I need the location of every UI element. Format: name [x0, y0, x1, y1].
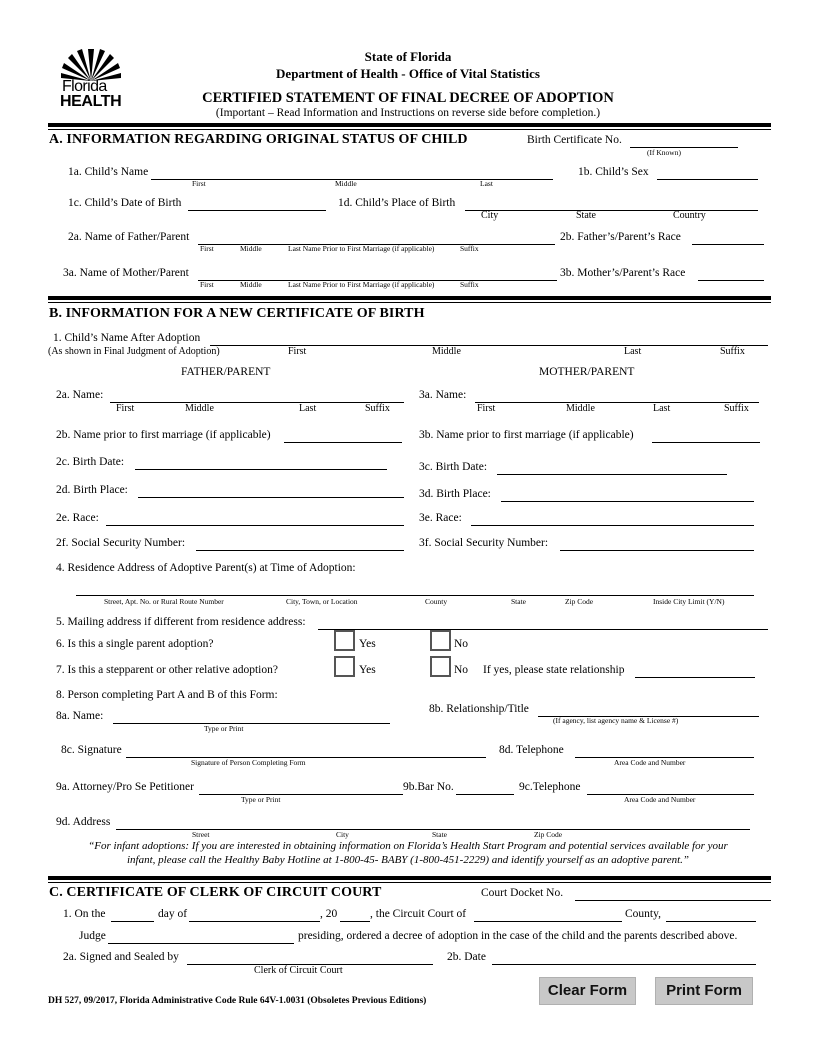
- father-name-field[interactable]: [198, 231, 555, 245]
- sub-area-code: Area Code and Number: [624, 795, 696, 804]
- relationship-title-field[interactable]: [538, 703, 759, 717]
- stepparent-no-checkbox[interactable]: [430, 656, 451, 677]
- sub-last: Last: [480, 179, 493, 188]
- sub-inside-city-limit: Inside City Limit (Y/N): [653, 597, 725, 606]
- single-parent-yes-checkbox[interactable]: [334, 630, 355, 651]
- mother-race-field[interactable]: [698, 267, 764, 281]
- q1b-label: 1b. Child’s Sex: [578, 166, 649, 178]
- father-race-b-field[interactable]: [106, 512, 404, 526]
- child-name-field[interactable]: [151, 166, 553, 180]
- mother-birth-place-field[interactable]: [501, 488, 754, 502]
- c-presiding-text: presiding, ordered a decree of adoption in the case of the child and the parents described above.: [298, 930, 738, 942]
- section-c-heading: C. CERTIFICATE OF CLERK OF CIRCUIT COURT: [49, 885, 382, 900]
- sub-city: City: [481, 210, 499, 221]
- yes-label: Yes: [359, 638, 376, 650]
- new-child-name-field[interactable]: [210, 332, 768, 346]
- section-b-heading: B. INFORMATION FOR A NEW CERTIFICATE OF BIRTH: [49, 306, 425, 321]
- section-a-heading: A. INFORMATION REGARDING ORIGINAL STATUS OF CHILD: [49, 132, 468, 147]
- q1a-label: 1a. Child’s Name: [68, 166, 149, 178]
- child-birthplace-field[interactable]: [465, 197, 758, 211]
- sub-middle: Middle: [185, 403, 214, 414]
- c-day-of-label: day of: [158, 908, 188, 920]
- mother-birth-date-label: 3c. Birth Date:: [419, 461, 488, 473]
- logo-text-health: HEALTH: [60, 93, 122, 110]
- c-county-label: County,: [625, 908, 661, 920]
- c-year-prefix: , 20: [320, 908, 338, 920]
- divider: [48, 302, 771, 303]
- sub-state: State: [576, 210, 596, 221]
- sub-type-or-print: Type or Print: [241, 795, 281, 804]
- bar-number-field[interactable]: [456, 781, 514, 795]
- sub-country: Country: [673, 210, 706, 221]
- clear-form-button[interactable]: Clear Form: [539, 977, 636, 1005]
- b-q5-label: 5. Mailing address if different from residence address:: [56, 616, 306, 628]
- b-q6-label: 6. Is this a single parent adoption?: [56, 638, 214, 650]
- sub-city: City, Town, or Location: [286, 597, 358, 606]
- q2b-label: 2b. Father’s/Parent’s Race: [560, 231, 681, 243]
- sub-last-name-prior: Last Name Prior to First Marriage (if applicable): [288, 280, 435, 289]
- q1c-label: 1c. Child’s Date of Birth: [68, 197, 182, 209]
- sub-middle: Middle: [240, 280, 262, 289]
- completer-name-field[interactable]: [113, 710, 390, 724]
- sub-first: First: [192, 179, 206, 188]
- father-race-field[interactable]: [692, 231, 764, 245]
- sub-suffix: Suffix: [460, 244, 479, 253]
- sub-middle: Middle: [335, 179, 357, 188]
- b-q1-label: 1. Child’s Name After Adoption: [53, 332, 201, 344]
- sub-first: First: [200, 244, 214, 253]
- residence-address-field[interactable]: [76, 582, 754, 596]
- q8a-label: 8a. Name:: [56, 710, 104, 722]
- attorney-telephone-field[interactable]: [587, 781, 754, 795]
- attorney-address-field[interactable]: [116, 816, 750, 830]
- clerk-signature-field[interactable]: [187, 951, 433, 965]
- father-parent-header: FATHER/PARENT: [181, 366, 271, 378]
- mother-prior-name-field[interactable]: [652, 429, 760, 443]
- print-form-button[interactable]: Print Form: [655, 977, 753, 1005]
- day-field[interactable]: [111, 908, 154, 922]
- father-prior-name-field[interactable]: [284, 429, 402, 443]
- form-id-footer: DH 527, 09/2017, Florida Administrative Code Rule 64V-1.0031 (Obsoletes Previous Editions): [48, 996, 427, 1006]
- sub-state: State: [432, 830, 447, 839]
- sub-last: Last: [653, 403, 671, 414]
- c-on-label: 1. On the: [63, 908, 106, 920]
- single-parent-no-checkbox[interactable]: [430, 630, 451, 651]
- sub-first: First: [288, 346, 307, 357]
- sub-middle: Middle: [240, 244, 262, 253]
- child-dob-field[interactable]: [188, 197, 326, 211]
- c-signed-sealed-label: 2a. Signed and Sealed by: [63, 951, 179, 963]
- q9b-label: 9b.Bar No.: [403, 781, 454, 793]
- sub-city: City: [336, 830, 349, 839]
- month-field[interactable]: [189, 908, 320, 922]
- health-start-note-2: infant, please call the Healthy Baby Hotline at 1-800-45- BABY (1-800-451-2229) and identify yourself as an adoptive parent.”: [126, 854, 690, 866]
- mother-birth-place-label: 3d. Birth Place:: [419, 488, 491, 500]
- sub-last: Last: [299, 403, 317, 414]
- sub-county: County: [425, 597, 448, 606]
- county-field[interactable]: [666, 908, 756, 922]
- sub-type-or-print: Type or Print: [204, 724, 244, 733]
- mother-name-label: 3a. Name:: [419, 389, 467, 401]
- sub-suffix: Suffix: [720, 346, 745, 357]
- q9c-label: 9c.Telephone: [519, 781, 581, 793]
- birth-certificate-sub: (If Known): [647, 148, 681, 157]
- divider: [48, 123, 771, 127]
- mailing-address-field[interactable]: [318, 616, 768, 630]
- sub-suffix: Suffix: [460, 280, 479, 289]
- sub-last: Last: [624, 346, 642, 357]
- father-race-label: 2e. Race:: [56, 512, 99, 524]
- header-state: State of Florida: [364, 49, 452, 64]
- sub-middle: Middle: [566, 403, 595, 414]
- no-label: No: [454, 638, 469, 650]
- divider: [48, 882, 771, 883]
- sub-first: First: [477, 403, 496, 414]
- attorney-field[interactable]: [199, 781, 403, 795]
- q2a-label: 2a. Name of Father/Parent: [68, 231, 190, 243]
- no-label: No: [454, 664, 469, 676]
- father-prior-name-label: 2b. Name prior to first marriage (if applicable): [56, 429, 271, 441]
- court-docket-label: Court Docket No.: [481, 887, 564, 899]
- q8d-label: 8d. Telephone: [499, 744, 564, 756]
- sub-state: State: [511, 597, 526, 606]
- mother-race-label: 3e. Race:: [419, 512, 462, 524]
- year-field[interactable]: [340, 908, 370, 922]
- sub-middle: Middle: [432, 346, 461, 357]
- divider: [48, 129, 771, 130]
- birth-certificate-field[interactable]: [630, 134, 738, 148]
- health-start-note: “For infant adoptions: If you are interested in obtaining information on Florida’s Health Start Program and potential services available for your: [88, 840, 728, 852]
- sub-signature: Signature of Person Completing Form: [191, 758, 306, 767]
- sub-zip: Zip Code: [565, 597, 594, 606]
- father-name-label: 2a. Name:: [56, 389, 104, 401]
- b-q1-sub: (As shown in Final Judgment of Adoption): [48, 346, 220, 357]
- mother-parent-header: MOTHER/PARENT: [539, 366, 635, 378]
- father-birth-date-label: 2c. Birth Date:: [56, 456, 125, 468]
- father-birth-place-label: 2d. Birth Place:: [56, 484, 128, 496]
- q3a-label: 3a. Name of Mother/Parent: [63, 267, 189, 279]
- sub-last-name-prior: Last Name Prior to First Marriage (if applicable): [288, 244, 435, 253]
- mother-new-name-field[interactable]: [475, 389, 759, 403]
- father-birth-place-field[interactable]: [138, 484, 404, 498]
- sub-first: First: [116, 403, 135, 414]
- q9d-label: 9d. Address: [56, 816, 111, 828]
- form-title: CERTIFIED STATEMENT OF FINAL DECREE OF ADOPTION: [202, 90, 614, 106]
- father-ssn-label: 2f. Social Security Number:: [56, 537, 186, 549]
- form-subtitle: (Important – Read Information and Instructions on reverse side before completion.): [215, 107, 601, 119]
- c-date-label: 2b. Date: [447, 951, 486, 963]
- father-ssn-field[interactable]: [196, 537, 404, 551]
- mother-prior-name-label: 3b. Name prior to first marriage (if applicable): [419, 429, 634, 441]
- c-judge-label: Judge: [79, 930, 106, 942]
- relationship-label: If yes, please state relationship: [483, 664, 625, 676]
- sub-first: First: [200, 280, 214, 289]
- q8b-label: 8b. Relationship/Title: [429, 703, 529, 715]
- q3b-label: 3b. Mother’s/Parent’s Race: [560, 267, 686, 279]
- clerk-date-field[interactable]: [492, 951, 756, 965]
- b-q8-label: 8. Person completing Part A and B of this Form:: [56, 689, 278, 701]
- mother-birth-date-field[interactable]: [497, 461, 727, 475]
- sub-street: Street: [192, 830, 210, 839]
- stepparent-yes-checkbox[interactable]: [334, 656, 355, 677]
- signature-field[interactable]: [126, 744, 486, 758]
- b-q4-label: 4. Residence Address of Adoptive Parent(s) at Time of Adoption:: [56, 562, 356, 574]
- sub-suffix: Suffix: [365, 403, 390, 414]
- father-birth-date-field[interactable]: [135, 456, 387, 470]
- circuit-court-field[interactable]: [474, 908, 622, 922]
- completer-telephone-field[interactable]: [575, 744, 754, 758]
- divider: [48, 876, 771, 880]
- child-sex-field[interactable]: [657, 166, 758, 180]
- birth-certificate-label: Birth Certificate No.: [527, 134, 622, 146]
- court-docket-field[interactable]: [575, 887, 771, 901]
- sub-agency-license: (If agency, list agency name & License #): [553, 716, 679, 725]
- judge-field[interactable]: [108, 930, 294, 944]
- c-circuit-court-label: , the Circuit Court of: [370, 908, 467, 920]
- relationship-field[interactable]: [635, 664, 755, 678]
- sub-clerk: Clerk of Circuit Court: [254, 965, 343, 976]
- b-q7-label: 7. Is this a stepparent or other relative adoption?: [56, 664, 278, 676]
- mother-name-field[interactable]: [198, 267, 557, 281]
- divider: [48, 296, 771, 300]
- mother-race-b-field[interactable]: [471, 512, 754, 526]
- yes-label: Yes: [359, 664, 376, 676]
- q8c-label: 8c. Signature: [61, 744, 122, 756]
- q1d-label: 1d. Child’s Place of Birth: [338, 197, 456, 209]
- header-department: Department of Health - Office of Vital Statistics: [276, 66, 540, 81]
- sub-suffix: Suffix: [724, 403, 749, 414]
- mother-ssn-field[interactable]: [560, 537, 754, 551]
- q9a-label: 9a. Attorney/Pro Se Petitioner: [56, 781, 194, 793]
- mother-ssn-label: 3f. Social Security Number:: [419, 537, 549, 549]
- sub-zip: Zip Code: [534, 830, 563, 839]
- sub-street: Street, Apt. No. or Rural Route Number: [104, 597, 224, 606]
- father-new-name-field[interactable]: [110, 389, 404, 403]
- logo-text-florida: Florida: [62, 78, 107, 95]
- sub-area-code: Area Code and Number: [614, 758, 686, 767]
